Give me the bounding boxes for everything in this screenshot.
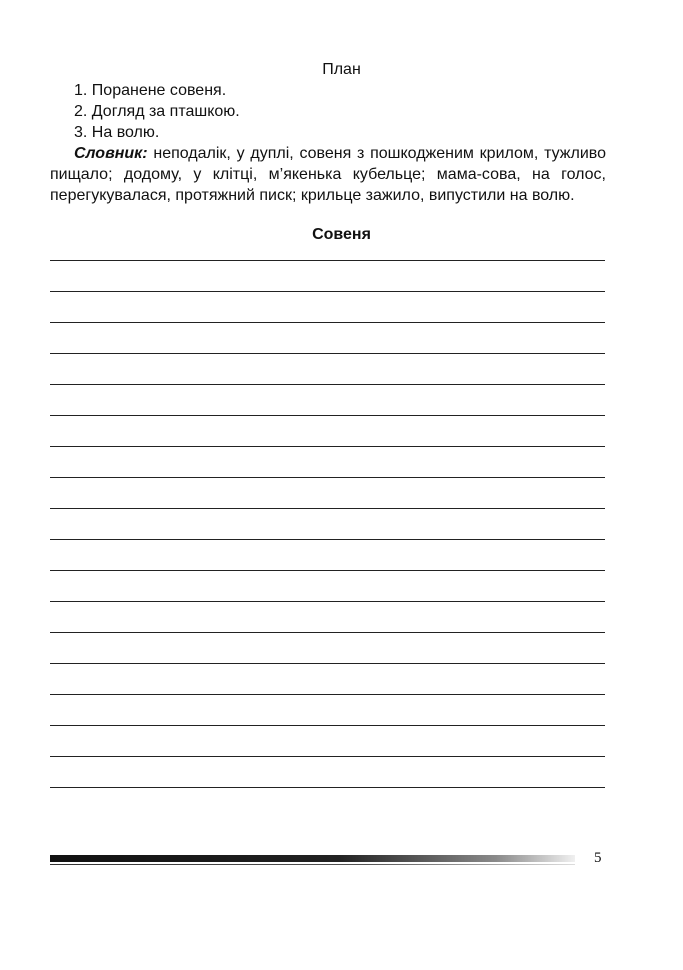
writing-line[interactable] <box>50 415 605 416</box>
writing-line[interactable] <box>50 663 605 664</box>
writing-line[interactable] <box>50 570 605 571</box>
writing-line[interactable] <box>50 384 605 385</box>
writing-line[interactable] <box>50 539 605 540</box>
writing-lines[interactable] <box>50 0 605 820</box>
plan-item-2: 2. Догляд за пташкою. <box>74 103 240 120</box>
writing-line[interactable] <box>50 787 605 788</box>
writing-line[interactable] <box>50 322 605 323</box>
writing-line[interactable] <box>50 353 605 354</box>
page-number: 5 <box>594 850 602 866</box>
writing-line[interactable] <box>50 632 605 633</box>
plan-item-1: 1. Поранене совеня. <box>74 82 227 99</box>
writing-line[interactable] <box>50 260 605 261</box>
writing-line[interactable] <box>50 725 605 726</box>
story-title: Совеня <box>312 226 371 243</box>
writing-line[interactable] <box>50 291 605 292</box>
writing-line[interactable] <box>50 694 605 695</box>
footer-divider <box>50 855 575 862</box>
writing-line[interactable] <box>50 601 605 602</box>
plan-item-3: 3. На волю. <box>74 124 160 141</box>
vocabulary-text: неподалік, у дуплі, совеня з пошкодженим крилом, тужливо пищало; додому, у клітці, м’якенька кубельце; мама-сова, на голос, перегукувалася, протяжний писк; крильце зажило, випустили на волю. <box>50 145 606 204</box>
plan-heading: План <box>322 61 361 78</box>
writing-line[interactable] <box>50 756 605 757</box>
vocabulary-term: Словник: <box>74 145 148 162</box>
writing-line[interactable] <box>50 508 605 509</box>
writing-line[interactable] <box>50 477 605 478</box>
writing-line[interactable] <box>50 446 605 447</box>
